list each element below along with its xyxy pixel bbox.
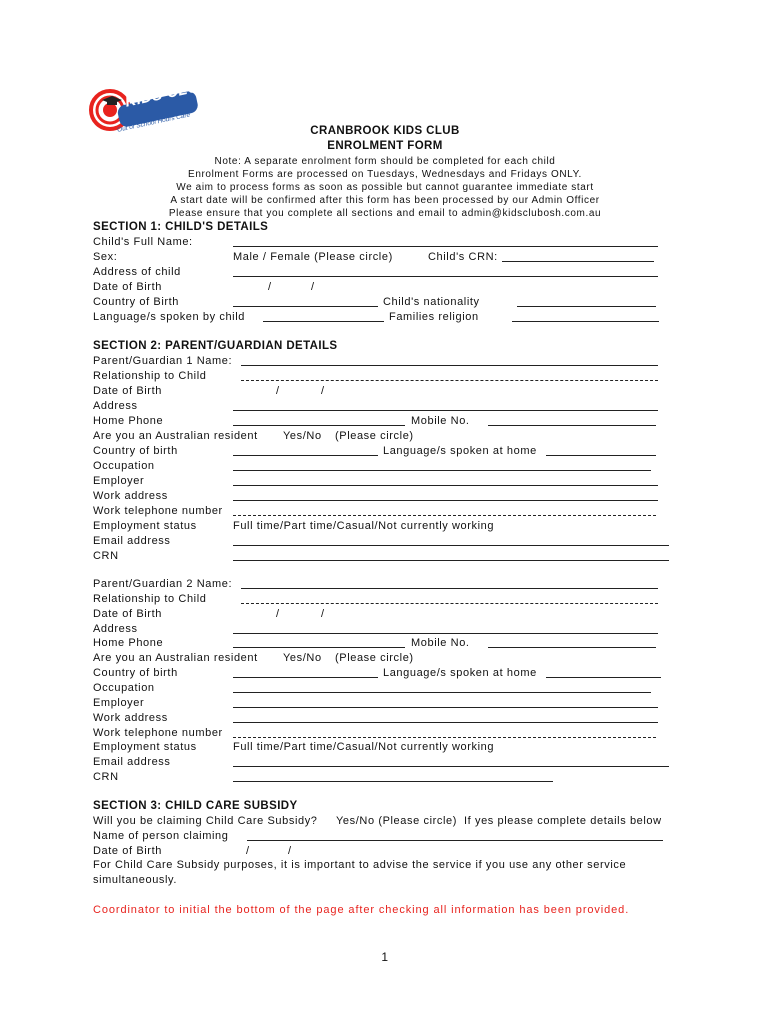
parent2-employment-options[interactable]: Full time/Part time/Casual/Not currently working bbox=[233, 741, 495, 753]
note-line-3: We aim to process forms as soon as possible but cannot guarantee immediate start bbox=[176, 182, 594, 193]
field-parent1-email[interactable] bbox=[233, 545, 669, 546]
label-parent1-dob: Date of Birth bbox=[93, 385, 162, 397]
label-parent2-relationship: Relationship to Child bbox=[93, 593, 207, 605]
field-parent2-relationship[interactable] bbox=[241, 603, 658, 604]
field-language-spoken[interactable] bbox=[263, 321, 384, 322]
dob-slash: / bbox=[321, 608, 325, 620]
field-child-nationality[interactable] bbox=[517, 306, 656, 307]
coordinator-note: Coordinator to initial the bottom of the page after checking all information has been provided. bbox=[93, 904, 630, 916]
field-parent2-crn[interactable] bbox=[233, 781, 553, 782]
dob-slash: / bbox=[268, 281, 272, 293]
label-parent2-australian: Are you an Australian resident bbox=[93, 652, 258, 664]
page-number: 1 bbox=[381, 950, 389, 964]
label-parent2-country: Country of birth bbox=[93, 667, 178, 679]
note-line-2: Enrolment Forms are processed on Tuesdays, Wednesdays and Fridays ONLY. bbox=[188, 169, 582, 180]
claiming-if-yes: If yes please complete details below bbox=[464, 815, 662, 827]
dob-slash: / bbox=[311, 281, 315, 293]
note-line-5: Please ensure that you complete all sections and email to admin@kidsclubosh.com.au bbox=[168, 208, 602, 219]
label-person-claiming: Name of person claiming bbox=[93, 830, 229, 842]
logo-tagline: Out of School Hours Care bbox=[116, 111, 191, 134]
label-child-dob: Date of Birth bbox=[93, 281, 162, 293]
label-child-nationality: Child's nationality bbox=[383, 296, 480, 308]
label-parent1-name: Parent/Guardian 1 Name: bbox=[93, 355, 233, 367]
parent1-resident-circle: (Please circle) bbox=[335, 430, 414, 442]
label-child-crn: Child's CRN: bbox=[428, 251, 498, 263]
field-parent2-mobile[interactable] bbox=[488, 647, 656, 648]
field-parent1-country[interactable] bbox=[233, 455, 378, 456]
field-parent1-crn[interactable] bbox=[233, 560, 669, 561]
field-parent2-country[interactable] bbox=[233, 677, 378, 678]
label-parent2-crn: CRN bbox=[93, 771, 119, 783]
field-parent1-occupation[interactable] bbox=[233, 470, 651, 471]
label-parent2-home-phone: Home Phone bbox=[93, 637, 164, 649]
label-parent1-address: Address bbox=[93, 400, 138, 412]
field-address-of-child[interactable] bbox=[233, 276, 658, 277]
dob-slash: / bbox=[276, 608, 280, 620]
claiming-yes-no[interactable]: Yes/No (Please circle) bbox=[336, 815, 458, 827]
field-parent1-relationship[interactable] bbox=[241, 380, 658, 381]
field-child-full-name[interactable] bbox=[233, 246, 658, 247]
form-title: ENROLMENT FORM bbox=[327, 140, 443, 152]
section-1-heading: SECTION 1: CHILD'S DETAILS bbox=[93, 221, 269, 233]
dob-slash: / bbox=[276, 385, 280, 397]
dob-slash: / bbox=[246, 845, 250, 857]
label-parent2-name: Parent/Guardian 2 Name: bbox=[93, 578, 233, 590]
label-parent1-australian: Are you an Australian resident bbox=[93, 430, 258, 442]
parent1-employment-options[interactable]: Full time/Part time/Casual/Not currently working bbox=[233, 520, 495, 532]
field-parent1-address[interactable] bbox=[233, 410, 658, 411]
field-families-religion[interactable] bbox=[512, 321, 659, 322]
label-country-of-birth: Country of Birth bbox=[93, 296, 180, 308]
field-parent1-employer[interactable] bbox=[233, 485, 658, 486]
label-parent1-language: Language/s spoken at home bbox=[383, 445, 537, 457]
label-parent2-address: Address bbox=[93, 623, 138, 635]
ccs-note-line-1: For Child Care Subsidy purposes, it is important to advise the service if you use any other service bbox=[93, 859, 627, 871]
field-person-claiming[interactable] bbox=[247, 840, 663, 841]
label-parent2-email: Email address bbox=[93, 756, 171, 768]
dob-slash: / bbox=[321, 385, 325, 397]
label-parent2-work-phone: Work telephone number bbox=[93, 727, 223, 739]
label-parent2-mobile: Mobile No. bbox=[411, 637, 470, 649]
label-parent1-relationship: Relationship to Child bbox=[93, 370, 207, 382]
field-parent1-mobile[interactable] bbox=[488, 425, 656, 426]
note-line-1: Note: A separate enrolment form should be completed for each child bbox=[214, 156, 556, 167]
field-parent1-work-address[interactable] bbox=[233, 500, 658, 501]
field-parent2-occupation[interactable] bbox=[233, 692, 651, 693]
label-parent1-email: Email address bbox=[93, 535, 171, 547]
label-parent1-employment: Employment status bbox=[93, 520, 197, 532]
label-claiming-ccs: Will you be claiming Child Care Subsidy? bbox=[93, 815, 318, 827]
label-parent2-work-address: Work address bbox=[93, 712, 168, 724]
label-child-full-name: Child's Full Name: bbox=[93, 236, 193, 248]
ccs-note-line-2: simultaneously. bbox=[93, 874, 177, 886]
label-parent2-occupation: Occupation bbox=[93, 682, 155, 694]
label-parent1-work-address: Work address bbox=[93, 490, 168, 502]
field-parent2-home-phone[interactable] bbox=[233, 647, 405, 648]
label-parent1-work-phone: Work telephone number bbox=[93, 505, 223, 517]
field-parent2-language[interactable] bbox=[546, 677, 661, 678]
field-parent1-work-phone[interactable] bbox=[233, 515, 656, 516]
label-parent1-mobile: Mobile No. bbox=[411, 415, 470, 427]
label-parent1-country: Country of birth bbox=[93, 445, 178, 457]
sex-options[interactable]: Male / Female (Please circle) bbox=[233, 251, 393, 263]
label-parent1-employer: Employer bbox=[93, 475, 145, 487]
field-parent2-work-phone[interactable] bbox=[233, 737, 656, 738]
label-parent1-crn: CRN bbox=[93, 550, 119, 562]
label-parent1-home-phone: Home Phone bbox=[93, 415, 164, 427]
label-parent2-language: Language/s spoken at home bbox=[383, 667, 537, 679]
field-parent1-name[interactable] bbox=[241, 365, 658, 366]
field-parent2-email[interactable] bbox=[233, 766, 669, 767]
field-child-crn[interactable] bbox=[502, 261, 654, 262]
label-parent2-dob: Date of Birth bbox=[93, 608, 162, 620]
field-parent2-employer[interactable] bbox=[233, 707, 658, 708]
section-3-heading: SECTION 3: CHILD CARE SUBSIDY bbox=[93, 800, 298, 812]
label-language-spoken: Language/s spoken by child bbox=[93, 311, 245, 323]
parent1-resident-yes-no[interactable]: Yes/No bbox=[283, 430, 322, 442]
field-country-of-birth[interactable] bbox=[233, 306, 378, 307]
section-2-heading: SECTION 2: PARENT/GUARDIAN DETAILS bbox=[93, 340, 338, 352]
label-parent2-employment: Employment status bbox=[93, 741, 197, 753]
parent2-resident-circle: (Please circle) bbox=[335, 652, 414, 664]
label-families-religion: Families religion bbox=[389, 311, 479, 323]
form-org-title: CRANBROOK KIDS CLUB bbox=[310, 125, 460, 137]
dob-slash: / bbox=[288, 845, 292, 857]
label-parent1-occupation: Occupation bbox=[93, 460, 155, 472]
logo-brand: KIDS CLUB bbox=[123, 76, 212, 111]
label-claimant-dob: Date of Birth bbox=[93, 845, 162, 857]
field-parent1-home-phone[interactable] bbox=[233, 425, 405, 426]
note-line-4: A start date will be confirmed after this form has been processed by our Admin Officer bbox=[170, 195, 600, 206]
field-parent2-name[interactable] bbox=[241, 588, 658, 589]
parent2-resident-yes-no[interactable]: Yes/No bbox=[283, 652, 322, 664]
field-parent2-work-address[interactable] bbox=[233, 722, 658, 723]
field-parent2-address[interactable] bbox=[233, 633, 658, 634]
label-sex: Sex: bbox=[93, 251, 118, 263]
label-parent2-employer: Employer bbox=[93, 697, 145, 709]
label-address-of-child: Address of child bbox=[93, 266, 181, 278]
field-parent1-language[interactable] bbox=[546, 455, 656, 456]
